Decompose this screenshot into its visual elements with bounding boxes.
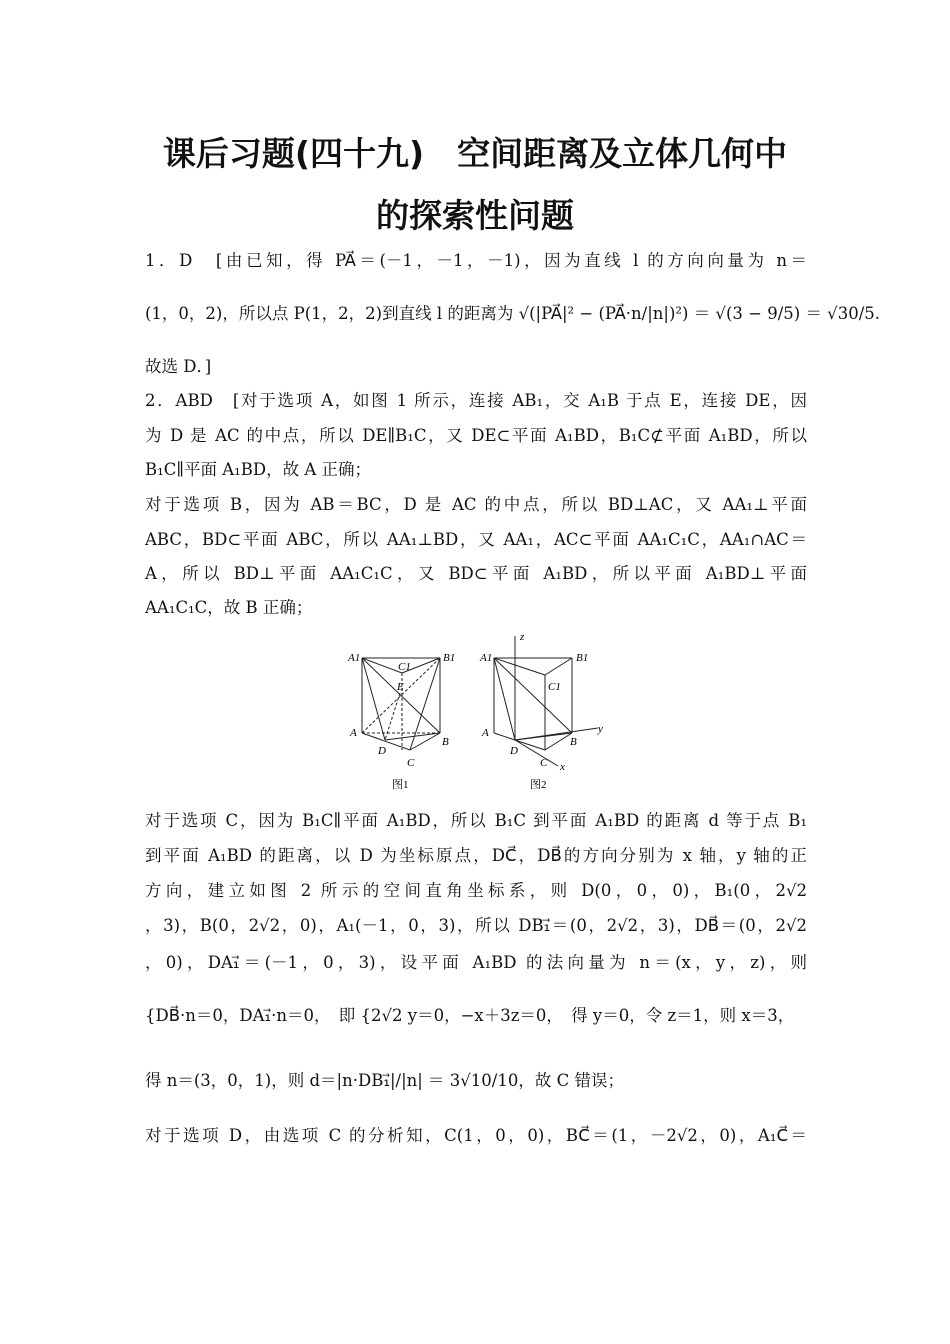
page-title-line1: 课后习题(四十九) 空间距离及立体几何中 — [162, 134, 788, 173]
figures — [340, 628, 620, 798]
label: A1 — [348, 652, 361, 664]
label: B1 — [576, 652, 589, 664]
text-line: 2．ABD [对于选项 A，如图 1 所示，连接 AB₁，交 A₁B 于点 E，连接 DE，因 — [145, 391, 807, 410]
text-line: 1．D [由已知，得 PA⃗＝(－1，－1，－1)，因为直线 l 的方向向量为 n＝ — [145, 251, 807, 270]
figure-2-labels — [479, 631, 603, 791]
label: D — [378, 745, 386, 757]
label: B — [442, 736, 449, 748]
text-line: 对于选项 C，因为 B₁C∥平面 A₁BD，所以 B₁C 到平面 A₁BD 的距离 d 等于点 B₁ — [145, 811, 807, 830]
text-line: B₁C∥平面 A₁BD，故 A 正确； — [145, 460, 372, 479]
label: A — [482, 727, 489, 739]
label: y — [598, 723, 603, 735]
label: C — [540, 757, 548, 769]
label: E — [397, 681, 404, 693]
text-line: A，所以 BD⊥平面 AA₁C₁C，又 BD⊂平面 A₁BD，所以平面 A₁BD⊥平面 — [145, 564, 807, 583]
text-line: ABC，BD⊂平面 ABC，所以 AA₁⊥BD，又 AA₁，AC⊂平面 AA₁C₁C，AA₁∩AC＝ — [145, 530, 807, 549]
text-line: ，0)，DA₁⃗＝(－1，0，3)，设平面 A₁BD 的法向量为 n＝(x，y，z)，则 — [145, 953, 807, 972]
text-line: 得 n＝(3，0，1)，则 d＝|n·DB₁⃗|/|n| ＝ 3√10/10，故 C 错误； — [145, 1071, 624, 1090]
text-line: 为 D 是 AC 的中点，所以 DE∥B₁C，又 DE⊂平面 A₁BD，B₁C⊄平面 A₁BD，所以 — [145, 426, 807, 445]
figure-1-caption: 图1 — [392, 779, 409, 791]
text-line: ，3)，B(0，2√2，0)，A₁(－1，0，3)，所以 DB₁⃗＝(0，2√2，3)，DB⃗＝(0，2√2 — [145, 916, 807, 935]
text-line: (1，0，2)，所以点 P(1，2，2)到直线 l 的距离为 √(|PA⃗|² − (PA⃗·n/|n|)²) ＝ √(3 − 9/5) ＝ √30/5. — [145, 304, 880, 323]
label: A1 — [480, 652, 493, 664]
text-line: 对于选项 D，由选项 C 的分析知，C(1，0，0)，BC⃗＝(1，－2√2，0)，A₁C⃗＝ — [145, 1126, 807, 1145]
label: z — [520, 631, 525, 643]
text-line: 对于选项 B，因为 AB＝BC，D 是 AC 的中点，所以 BD⊥AC，又 AA₁⊥平面 — [145, 495, 807, 514]
label: B1 — [443, 652, 456, 664]
text-line: {DB⃗·n＝0，DA₁⃗·n＝0， 即 {2√2 y＝0，−x＋3z＝0， 得 y＝0，令 z＝1，则 x＝3， — [145, 1006, 795, 1025]
label: C1 — [548, 681, 561, 693]
text-line: AA₁C₁C，故 B 正确； — [145, 598, 313, 617]
label: A — [350, 727, 357, 739]
label: C1 — [398, 661, 411, 673]
figure-1-labels — [347, 652, 455, 791]
label: x — [560, 761, 565, 773]
label: B — [570, 736, 577, 748]
label: C — [407, 757, 415, 769]
text-line: 到平面 A₁BD 的距离，以 D 为坐标原点，DC⃗，DB⃗的方向分别为 x 轴，y 轴的正 — [145, 846, 807, 865]
label: D — [510, 745, 518, 757]
text-line: 故选 D．] — [145, 357, 212, 376]
page-title-line2: 的探索性问题 — [376, 196, 574, 235]
text-line: 方向，建立如图 2 所示的空间直角坐标系，则 D(0，0，0)，B₁(0，2√2 — [145, 881, 807, 900]
figure-2-caption: 图2 — [530, 779, 547, 791]
